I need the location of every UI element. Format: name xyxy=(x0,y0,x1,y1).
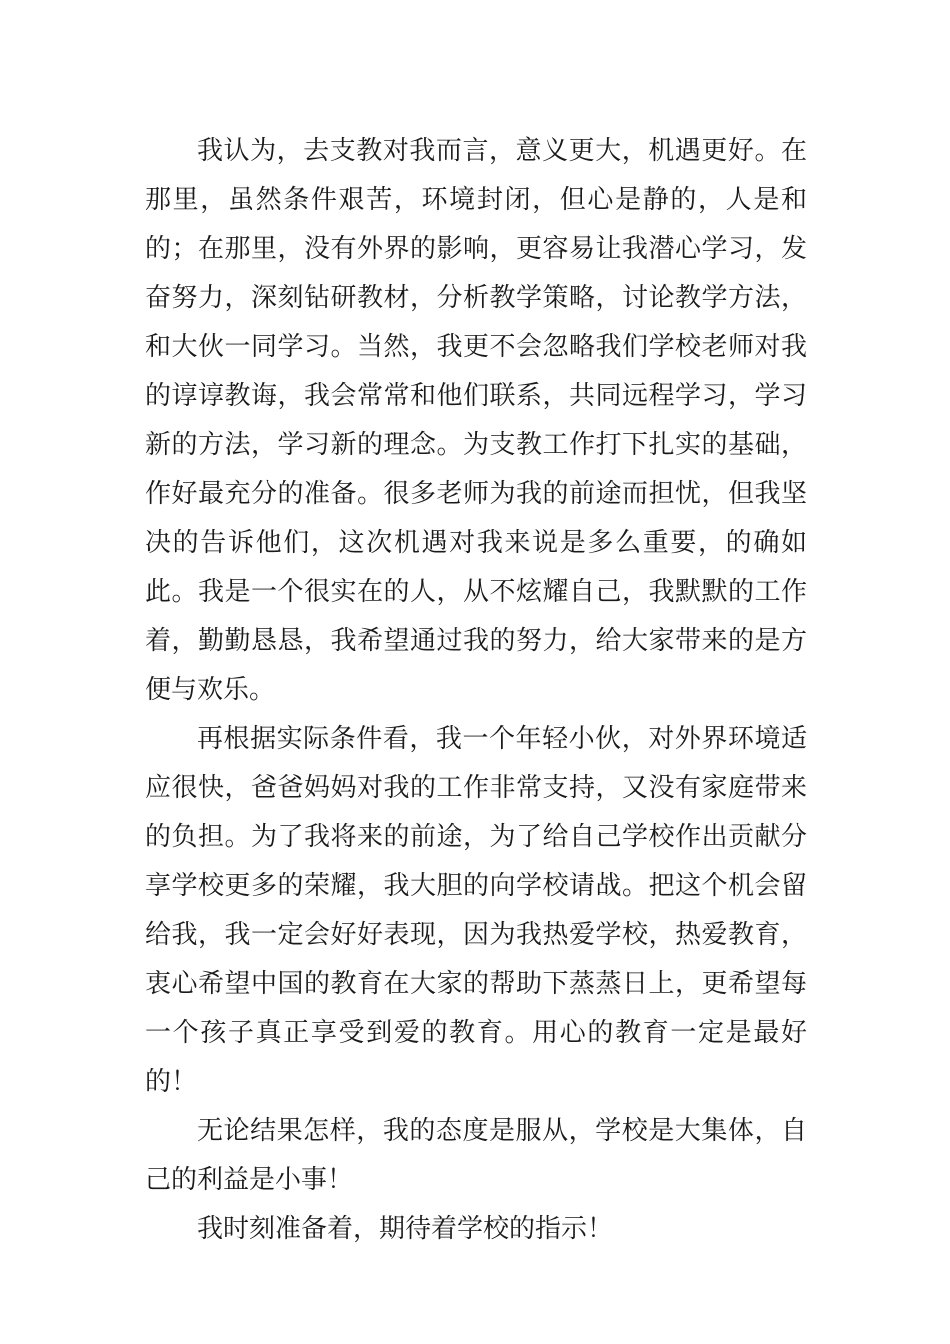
paragraph-closing: 我时刻准备着，期待着学校的指示！ xyxy=(197,1214,614,1244)
paragraph-personal-conditions: 再根据实际条件看，我一个年轻小伙，对外界环境适应很快，爸爸妈妈对我的工作非常支持，又没有家庭带来的负担。为了我将来的前途，为了给自己学校作出贡献分享学校更多的荣耀，我大胆的向学校请战。把这个机会留给我，我一定会好好表现，因为我热爱学校，热爱教育，衷心希望中国的教育在大家的帮助下蒸蒸日上，更希望每一个孩子真正享受到爱的教育。用心的教育一定是最好的！ xyxy=(145,724,807,1097)
paragraph-support-teaching-meaning: 我认为，去支教对我而言，意义更大，机遇更好。在那里，虽然条件艰苦，环境封闭，但心是静的，人是和的；在那里，没有外界的影响，更容易让我潜心学习，发奋努力，深刻钻研教材，分析教学策略，讨论教学方法，和大伙一同学习。当然，我更不会忽略我们学校老师对我的谆谆教诲，我会常常和他们联系，共同远程学习，学习新的方法，学习新的理念。为支教工作打下扎实的基础，作好最充分的准备。很多老师为我的前途而担忧，但我坚决的告诉他们，这次机遇对我来说是多么重要，的确如此。我是一个很实在的人，从不炫耀自己，我默默的工作着，勤勤恳恳，我希望通过我的努力，给大家带来的是方便与欢乐。 xyxy=(145,136,807,705)
paragraph-attitude: 无论结果怎样，我的态度是服从，学校是大集体，自己的利益是小事！ xyxy=(145,1116,807,1195)
document-body xyxy=(145,127,807,1254)
